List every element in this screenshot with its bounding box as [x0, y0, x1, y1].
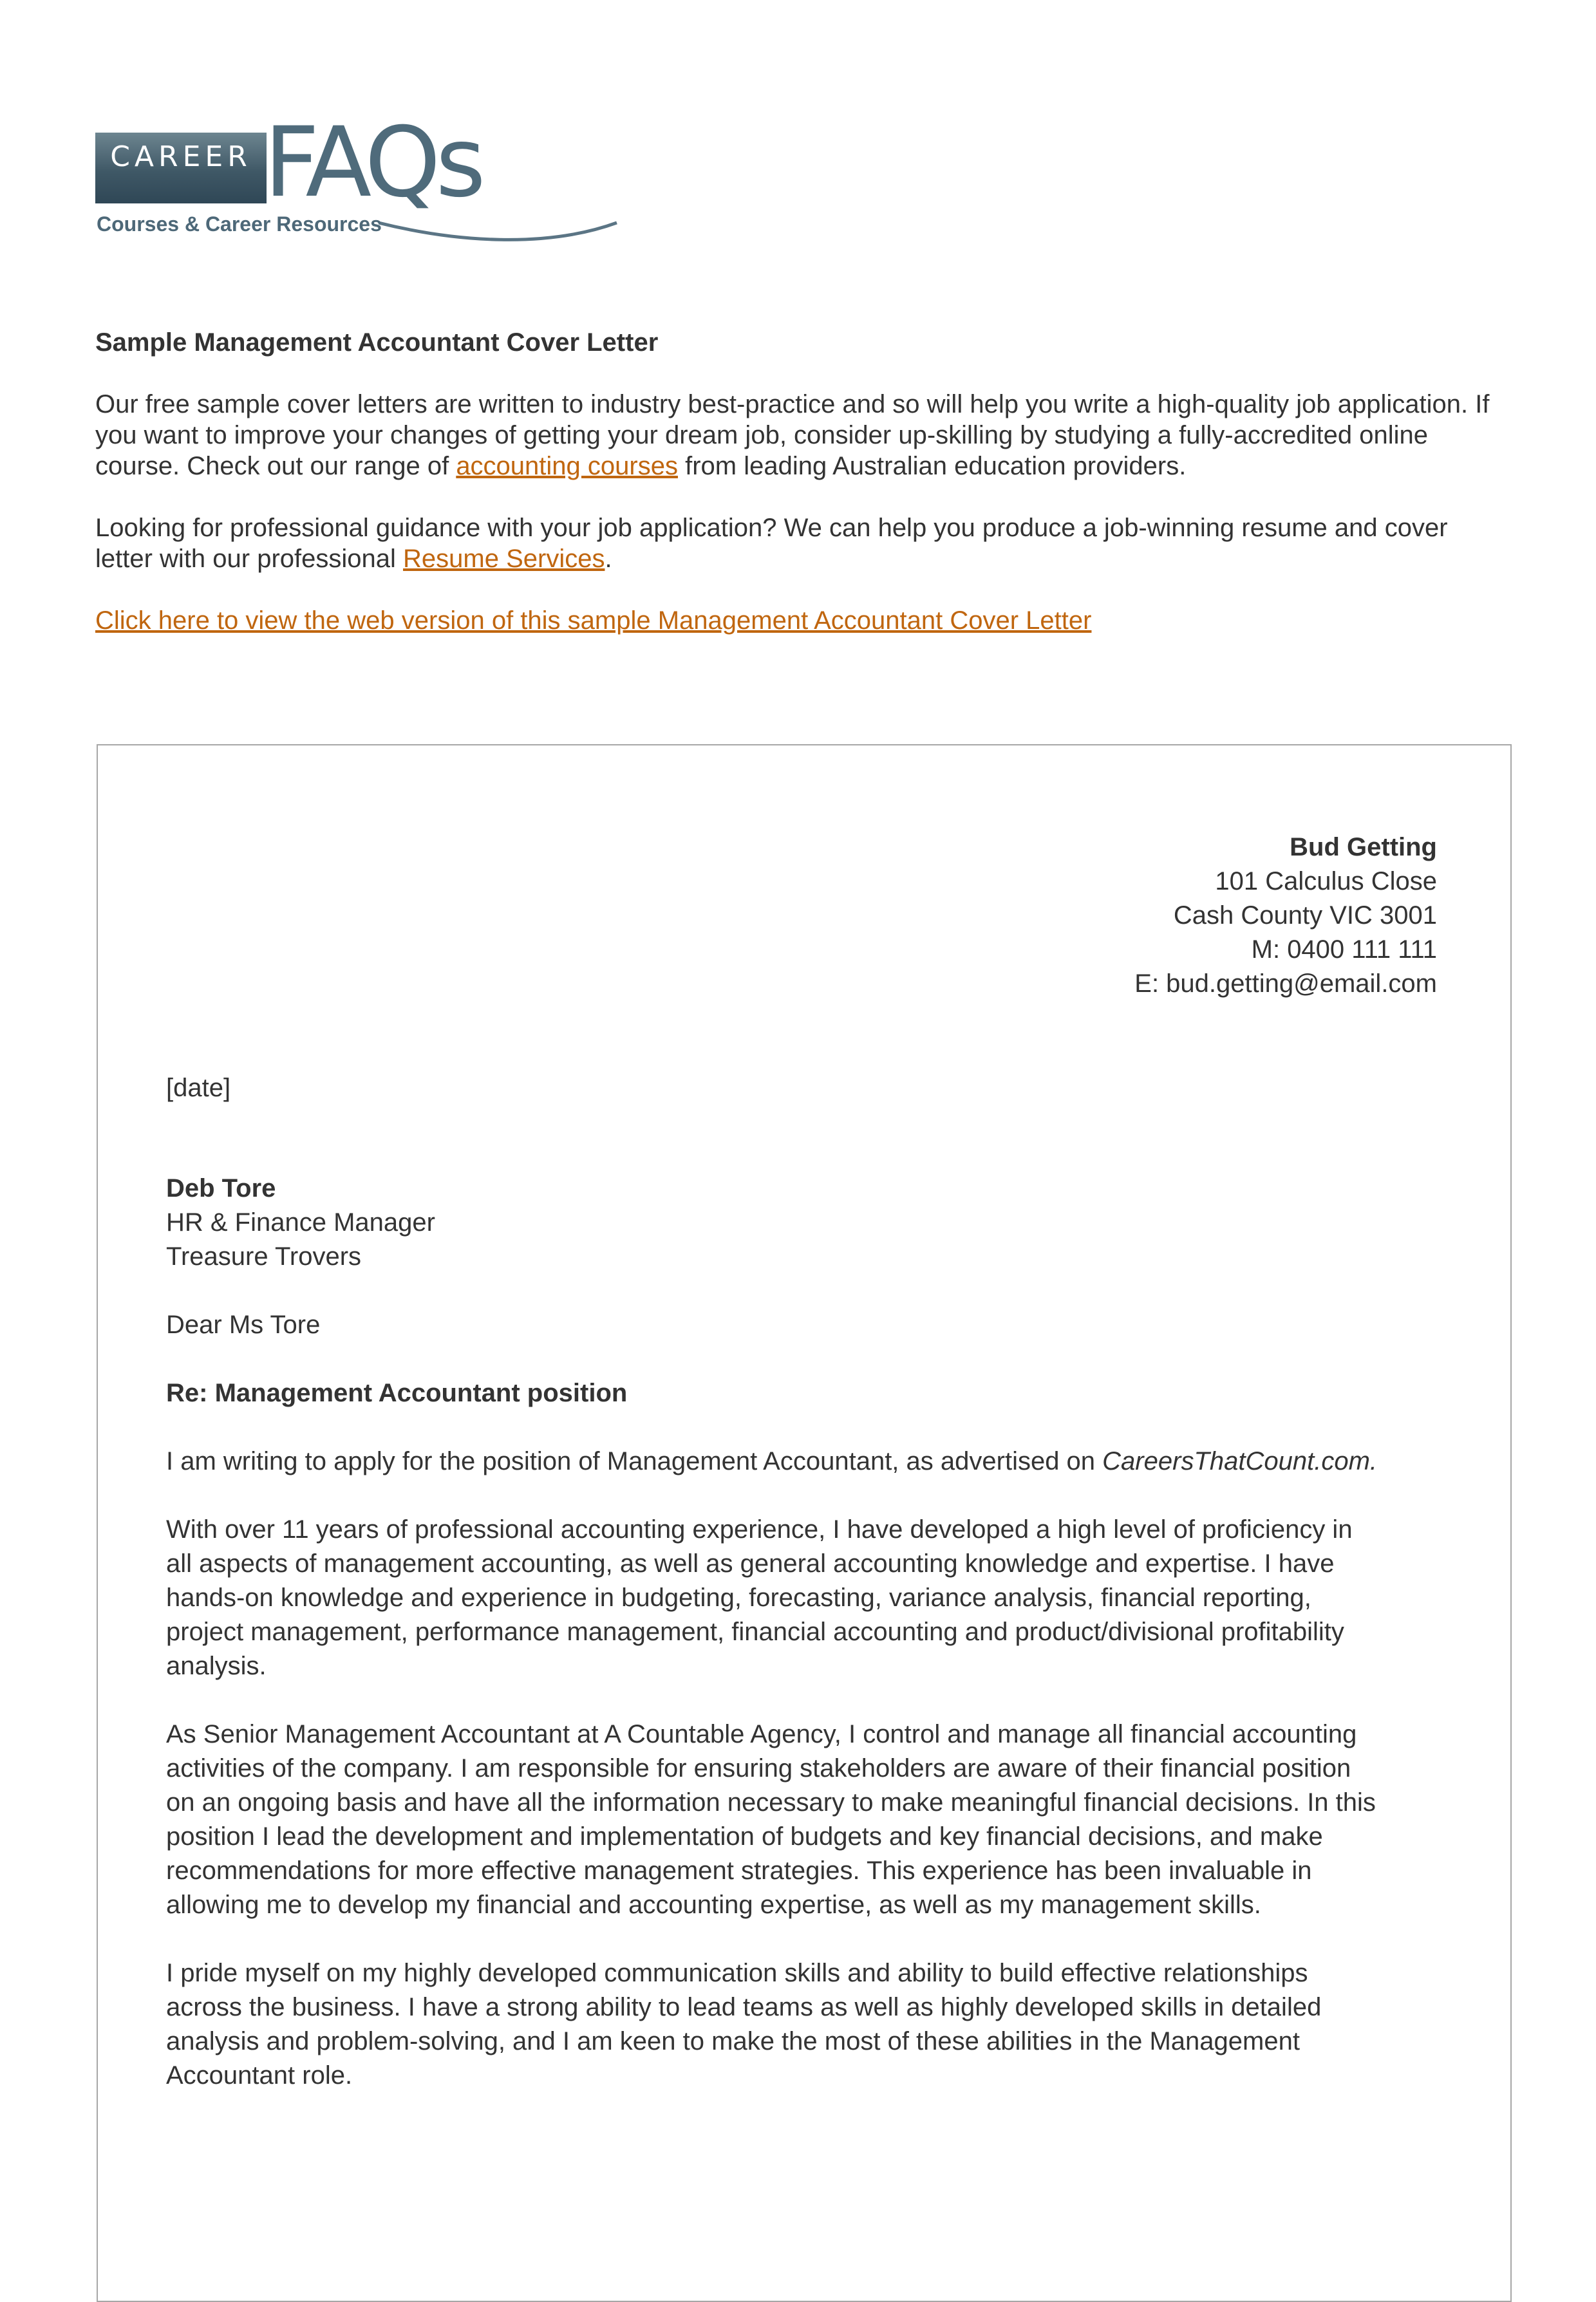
body-line: With over 11 years of professional accounting experience, I have developed a high level of proficiency in	[166, 1515, 1353, 1544]
careers-site-name: CareersThatCount.com.	[1102, 1447, 1378, 1475]
body-line: project management, performance management, financial accounting and product/divisional profitability	[166, 1618, 1344, 1646]
recipient-name: Deb Tore	[166, 1174, 276, 1202]
recipient-title: HR & Finance Manager	[166, 1208, 435, 1237]
body-paragraph-1-text: I am writing to apply for the position of Management Accountant, as advertised on	[166, 1447, 1103, 1475]
body-line: activities of the company. I am responsible for ensuring stakeholders are aware of their financial position	[166, 1754, 1351, 1783]
intro-p2-text: Looking for professional guidance with your job application? We can help you produce a job-winning resume and cover letter with our professional	[95, 514, 1448, 573]
subject-line: Re: Management Accountant position	[166, 1379, 628, 1407]
intro-p2-text-end: .	[605, 545, 612, 573]
salutation: Dear Ms Tore	[166, 1311, 321, 1339]
body-paragraph-3	[166, 1717, 1441, 1922]
body-paragraph-4	[166, 1956, 1441, 2093]
body-line: across the business. I have a strong ability to lead teams as well as highly developed skills in detailed	[166, 1993, 1322, 2021]
logo-faqs-text: FAQs	[264, 107, 481, 219]
sender-name: Bud Getting	[1290, 833, 1437, 861]
body-paragraph-1	[166, 1445, 1441, 1479]
sender-email: E: bud.getting@email.com	[1134, 969, 1437, 998]
logo-swoosh-icon	[379, 197, 623, 248]
recipient-block	[166, 1172, 1441, 1274]
body-line: all aspects of management accounting, as well as general accounting knowledge and expertise. I have	[166, 1549, 1335, 1578]
intro-paragraph-2	[95, 512, 1512, 574]
careerfaqs-logo[interactable]	[95, 107, 533, 248]
logo-career-box	[95, 133, 267, 203]
accounting-courses-link[interactable]: accounting courses	[456, 452, 678, 480]
body-line: position I lead the development and implementation of budgets and key financial decisions, and make	[166, 1822, 1323, 1851]
body-line: As Senior Management Accountant at A Countable Agency, I control and manage all financial accounting	[166, 1720, 1357, 1748]
body-line: recommendations for more effective management strategies. This experience has been invaluable in	[166, 1857, 1312, 1885]
body-line: analysis and problem-solving, and I am keen to make the most of these abilities in the Management	[166, 2027, 1300, 2055]
body-line: on an ongoing basis and have all the information necessary to make meaningful financial decisions. In this	[166, 1788, 1376, 1817]
sender-phone: M: 0400 111 111	[1251, 935, 1437, 964]
body-line: I pride myself on my highly developed communication skills and ability to build effective relationships	[166, 1959, 1308, 1987]
body-line: hands-on knowledge and experience in budgeting, forecasting, variance analysis, financial reporting,	[166, 1584, 1311, 1612]
web-version-paragraph	[95, 605, 1512, 636]
web-version-link[interactable]: Click here to view the web version of this sample Management Accountant Cover Letter	[95, 606, 1092, 635]
intro-paragraph-1	[95, 389, 1512, 482]
sender-block	[1134, 830, 1437, 1001]
body-line: Accountant role.	[166, 2061, 353, 2090]
logo-career-text: CAREER	[110, 140, 252, 173]
intro-p1-text-end: from leading Australian education providers.	[677, 452, 1187, 480]
letter-date: [date]	[166, 1074, 231, 1102]
sender-address-2: Cash County VIC 3001	[1173, 901, 1437, 930]
sender-address-1: 101 Calculus Close	[1215, 867, 1437, 895]
intro-p1-text: Our free sample cover letters are written to industry best-practice and so will help you write a high-quality job application. If you want to improve your changes of getting your dream job, consider up-skilling by studying a fully-accredited online course. Check out our range of	[95, 390, 1490, 480]
body-paragraph-2	[166, 1513, 1441, 1683]
page-title: Sample Management Accountant Cover Letter	[95, 328, 659, 357]
body-line: allowing me to develop my financial and accounting expertise, as well as my management skills.	[166, 1891, 1261, 1919]
logo-tagline: Courses & Career Resources	[97, 212, 382, 236]
body-line: analysis.	[166, 1652, 267, 1680]
resume-services-link[interactable]: Resume Services	[403, 545, 605, 573]
recipient-company: Treasure Trovers	[166, 1242, 362, 1271]
